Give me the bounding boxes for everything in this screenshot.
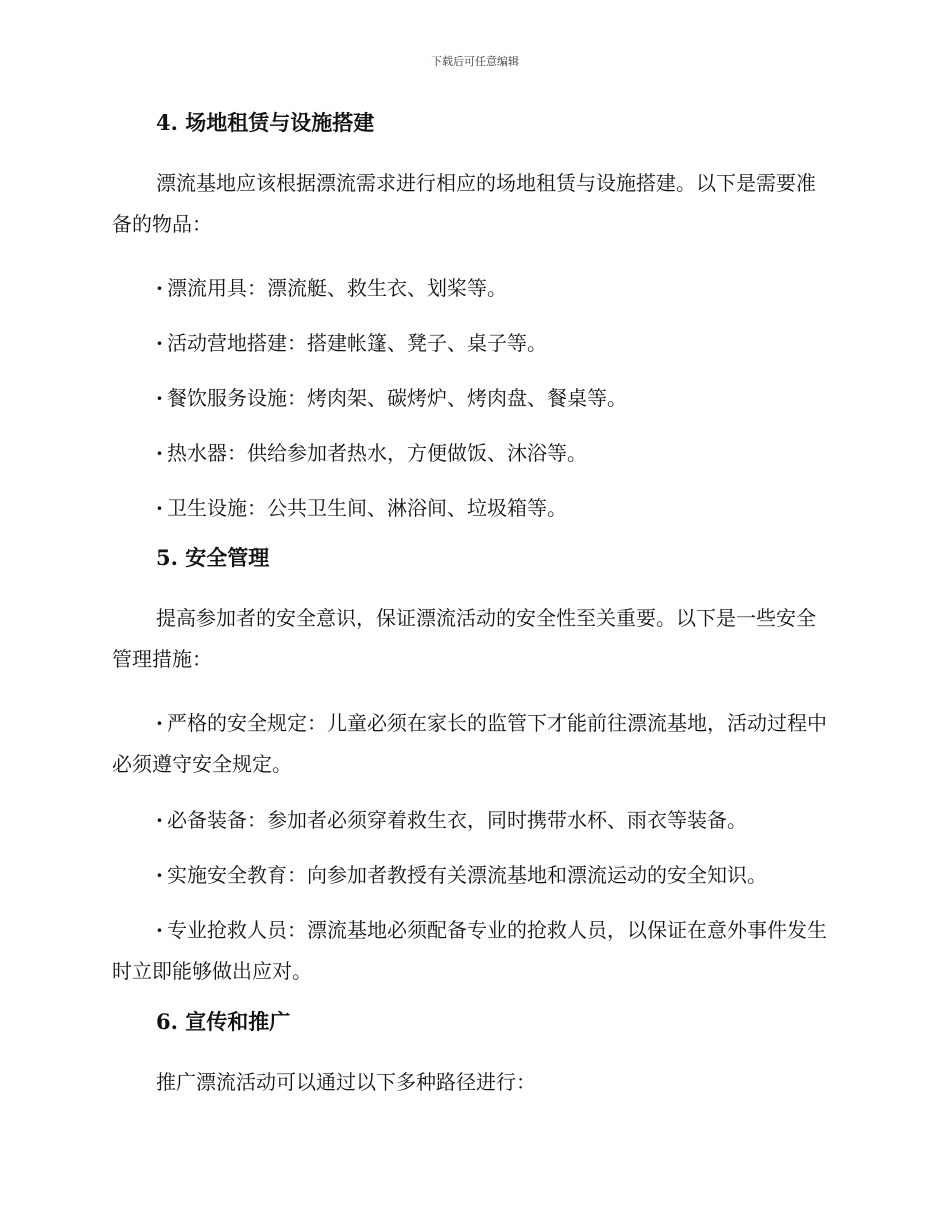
list-item [112,800,832,841]
bullet-dot-icon: · [156,331,163,355]
page-header: 下载后可任意编辑 [431,55,519,68]
list-item [112,488,832,529]
section-intro-venue: 漂流基地应该根据漂流需求进行相应的场地租赁与设施搭建。以下是需要准备的物品： [112,171,816,236]
list-item [112,433,832,474]
list-item-text: 漂流用具：漂流艇、救生衣、划桨等。 [167,276,507,300]
list-item [112,855,832,896]
list-item [112,703,832,785]
list-item-text: 专业抢救人员：漂流基地必须配备专业的抢救人员，以保证在意外事件发生时立即能够做出应对。 [112,918,827,983]
bullet-dot-icon: · [156,496,163,520]
bullet-dot-icon: · [156,441,163,465]
section-intro-promotion: 推广漂流活动可以通过以下多种路径进行： [156,1070,536,1094]
bullet-dot-icon: · [156,386,163,410]
section-heading-venue: 4. 场地租赁与设施搭建 [156,110,375,135]
list-item-text: 活动营地搭建：搭建帐篷、凳子、桌子等。 [167,331,547,355]
list-item [112,323,832,364]
bullet-dot-icon: · [156,808,163,832]
bullet-dot-icon: · [156,918,163,942]
list-item [112,910,832,992]
bullet-dot-icon: · [156,276,163,300]
list-item-text: 热水器：供给参加者热水，方便做饭、沐浴等。 [167,441,587,465]
document-body [112,108,832,1126]
list-item-text: 卫生设施：公共卫生间、淋浴间、垃圾箱等。 [167,496,567,520]
section-heading-promotion: 6. 宣传和推广 [156,1009,291,1034]
bullet-dot-icon: · [156,711,163,735]
list-item [112,378,832,419]
list-item-text: 餐饮服务设施：烤肉架、碳烤炉、烤肉盘、餐桌等。 [167,386,627,410]
bullet-dot-icon: · [156,863,163,887]
section-intro-safety: 提高参加者的安全意识，保证漂流活动的安全性至关重要。以下是一些安全管理措施： [112,606,816,671]
section-heading-safety: 5. 安全管理 [156,545,270,570]
list-item [112,268,832,309]
list-item-text: 必备装备：参加者必须穿着救生衣，同时携带水杯、雨衣等装备。 [167,808,747,832]
list-item-text: 严格的安全规定：儿童必须在家长的监管下才能前往漂流基地，活动过程中必须遵守安全规定。 [112,711,827,776]
list-item-text: 实施安全教育：向参加者教授有关漂流基地和漂流运动的安全知识。 [167,863,767,887]
